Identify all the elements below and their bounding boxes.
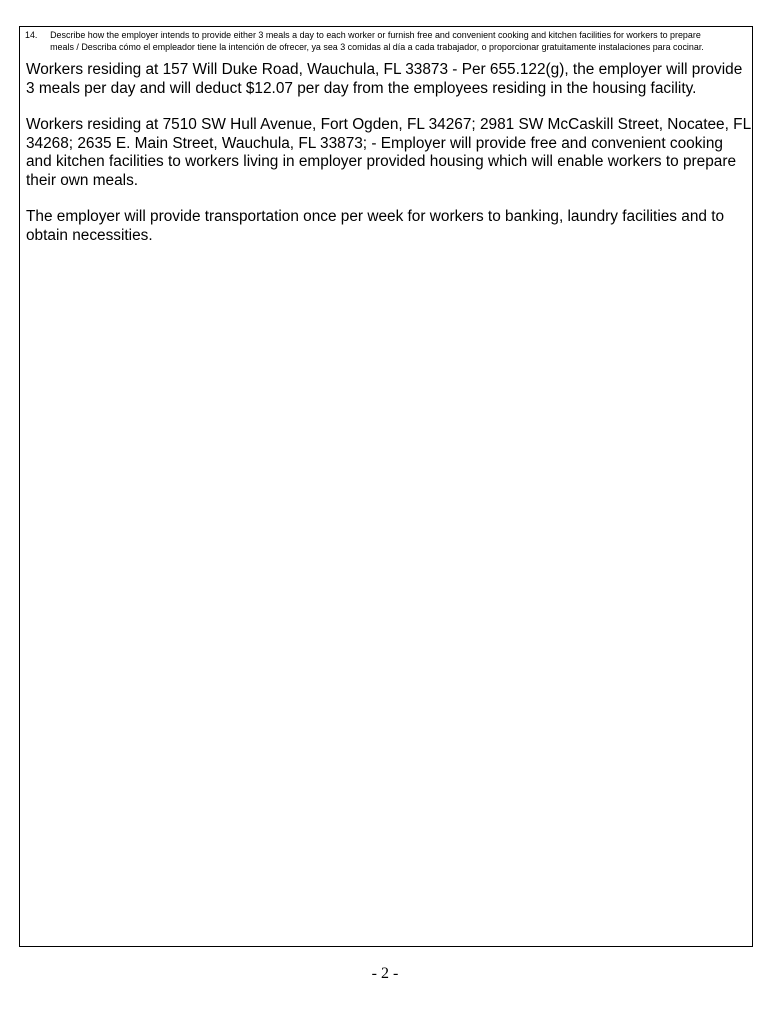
- answer-paragraph: The employer will provide transportation once per week for workers to banking, laundry facilities and to obtain necessities.: [26, 208, 725, 244]
- question-text-line-2: meals / Describa cómo el empleador tiene la intención de ofrecer, ya sea 3 comidas al día a cada trabajador, o proporcionar gratuitamente instalaciones para cocinar.: [50, 42, 704, 53]
- answer-paragraph: Workers residing at 7510 SW Hull Avenue, Fort Ogden, FL 34267; 2981 SW McCaskill Street, Nocatee, FL 34268; 2635 E. Main Street, Wauchula, FL 33873; - Employer will provide free and convenient cooking and kitchen facilities to workers living in employer provided housing which will enable workers to prepare their own meals.: [26, 116, 751, 189]
- question-number: 14.: [25, 30, 38, 41]
- answer-field[interactable]: [26, 61, 752, 263]
- page-number: - 2 -: [371, 965, 399, 982]
- form-section-14: [19, 26, 753, 947]
- question-text-line-1: Describe how the employer intends to provide either 3 meals a day to each worker or furnish free and convenient cooking and kitchen facilities for workers to prepare: [50, 30, 701, 41]
- answer-paragraph: Workers residing at 157 Will Duke Road, Wauchula, FL 33873 - Per 655.122(g), the employer will provide 3 meals per day and will deduct $12.07 per day from the employees residing in the housing facility.: [26, 61, 743, 97]
